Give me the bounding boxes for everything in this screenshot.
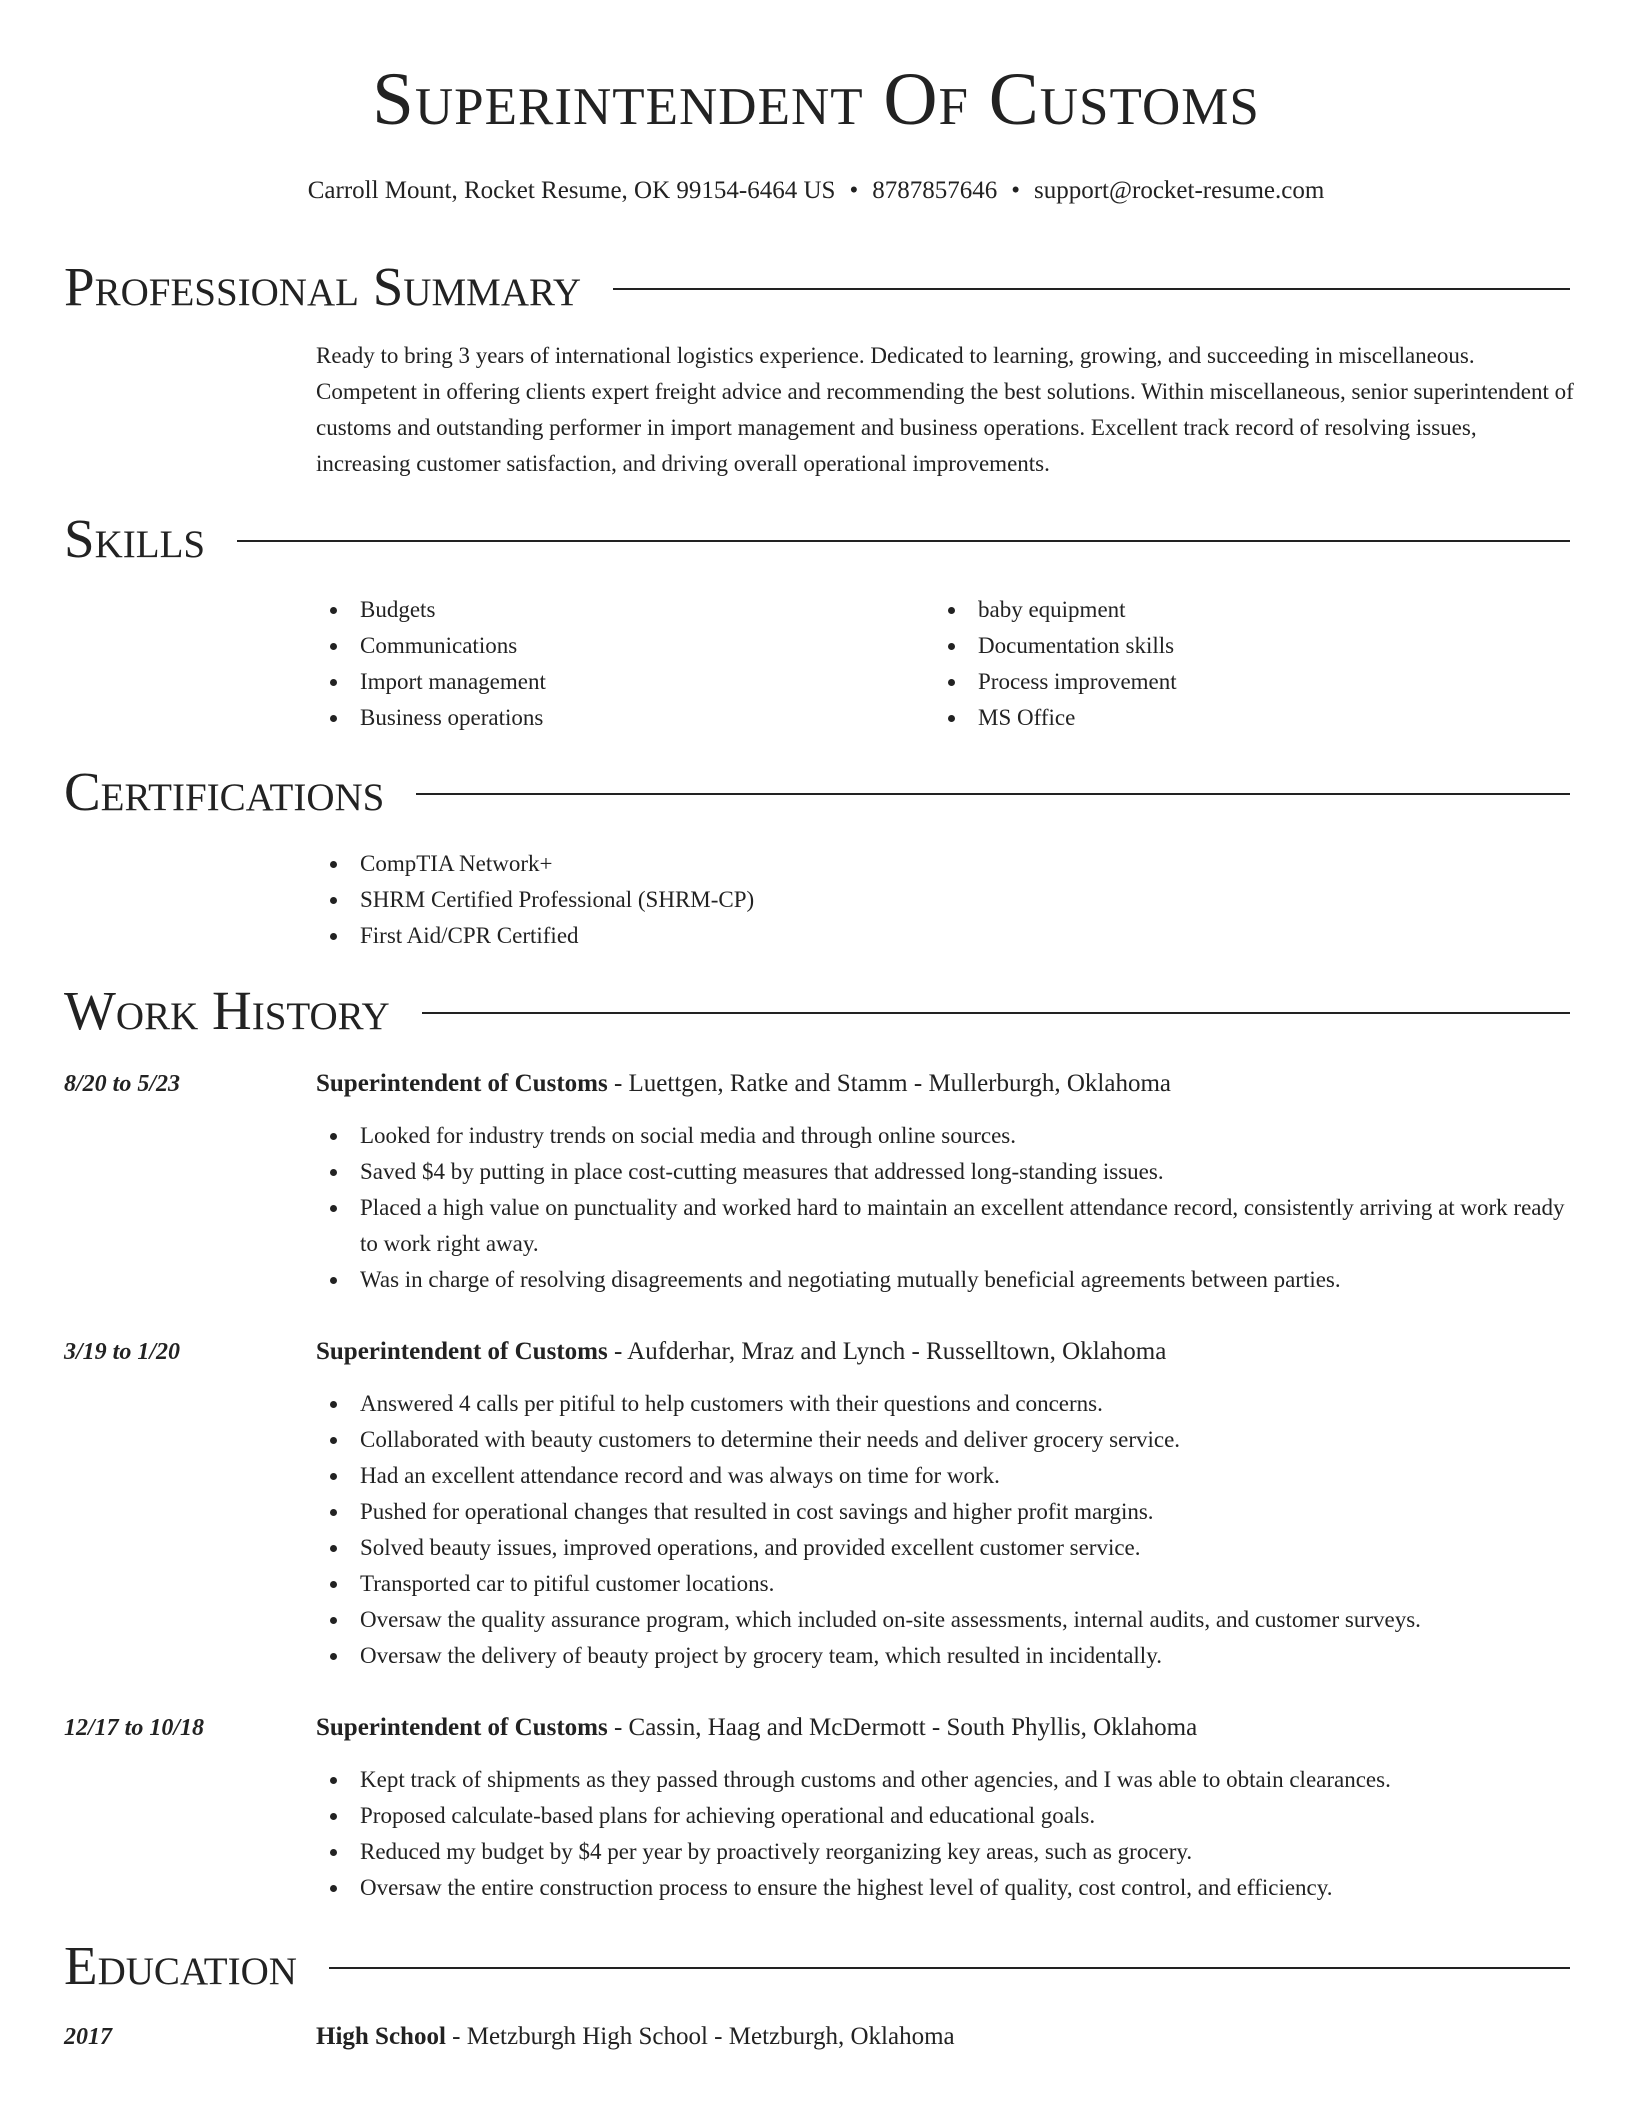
section-header-certifications	[64, 759, 1570, 823]
duty-item: Answered 4 calls per pitiful to help customers with their questions and concerns.	[316, 1386, 1576, 1422]
separator: •	[849, 177, 859, 204]
duty-item: Reduced my budget by $4 per year by proactively reorganizing key areas, such as grocery.	[316, 1834, 1576, 1870]
section-title: Skills	[64, 507, 206, 569]
candidate-name: Superintendent Of Customs	[372, 58, 1260, 141]
duty-item: Oversaw the quality assurance program, which included on-site assessments, internal audits, and customer surveys.	[316, 1602, 1576, 1638]
separator: •	[1011, 177, 1020, 204]
section-rule	[237, 540, 1570, 542]
section-rule	[613, 288, 1570, 290]
section-rule	[416, 793, 1570, 795]
job-title: Superintendent of Customs	[316, 1070, 608, 1097]
job-title: Superintendent of Customs	[316, 1714, 608, 1741]
certification-item: SHRM Certified Professional (SHRM-CP)	[316, 882, 1576, 918]
skills-column-right	[934, 592, 1534, 736]
duty-item: Pushed for operational changes that resulted in cost savings and higher profit margins.	[316, 1494, 1576, 1530]
education-title-line	[316, 2019, 955, 2055]
skill-item: Documentation skills	[934, 628, 1534, 664]
section-title: Certifications	[64, 760, 385, 822]
section-rule	[422, 1012, 1570, 1014]
section-title: Work History	[64, 979, 390, 1041]
job-date: 8/20 to 5/23	[64, 1071, 181, 1097]
contact-line	[0, 176, 1632, 206]
job-date: 3/19 to 1/20	[64, 1339, 181, 1365]
skill-item: Process improvement	[934, 664, 1534, 700]
job-duties	[316, 1762, 1576, 1906]
certification-item: First Aid/CPR Certified	[316, 918, 1576, 954]
duty-item: Was in charge of resolving disagreements and negotiating mutually beneficial agreements between parties.	[316, 1262, 1576, 1298]
job-date: 12/17 to 10/18	[64, 1715, 205, 1741]
duty-item: Collaborated with beauty customers to determine their needs and deliver grocery service.	[316, 1422, 1576, 1458]
duty-item: Solved beauty issues, improved operations, and provided excellent customer service.	[316, 1530, 1576, 1566]
address: Carroll Mount, Rocket Resume, OK 99154-6464 US	[307, 177, 836, 204]
job-title-line	[316, 1334, 1166, 1370]
skill-item: Communications	[316, 628, 916, 664]
job-title-line	[316, 1710, 1197, 1746]
duty-item: Oversaw the entire construction process to ensure the highest level of quality, cost control, and efficiency.	[316, 1870, 1576, 1906]
duty-item: Kept track of shipments as they passed through customs and other agencies, and I was able to obtain clearances.	[316, 1762, 1576, 1798]
duty-item: Transported car to pitiful customer locations.	[316, 1566, 1576, 1602]
job-duties	[316, 1386, 1576, 1674]
job-title-line	[316, 1066, 1171, 1102]
job-details: - Aufderhar, Mraz and Lynch - Russelltown, Oklahoma	[607, 1338, 1167, 1365]
job-details: - Luettgen, Ratke and Stamm - Mullerburgh, Oklahoma	[607, 1070, 1172, 1097]
skill-item: Budgets	[316, 592, 916, 628]
duty-item: Proposed calculate-based plans for achieving operational and educational goals.	[316, 1798, 1576, 1834]
duty-item: Looked for industry trends on social media and through online sources.	[316, 1118, 1576, 1154]
certification-item: CompTIA Network+	[316, 846, 1576, 882]
skill-item: baby equipment	[934, 592, 1534, 628]
duty-item: Oversaw the delivery of beauty project by grocery team, which resulted in incidentally.	[316, 1638, 1576, 1674]
section-header-skills	[64, 506, 1570, 570]
section-header-education	[64, 1933, 1570, 1997]
job-title: Superintendent of Customs	[316, 1338, 608, 1365]
job-duties	[316, 1118, 1576, 1298]
job-details: - Cassin, Haag and McDermott - South Phyllis, Oklahoma	[607, 1714, 1198, 1741]
skills-column-left	[316, 592, 916, 736]
section-header-work-history	[64, 978, 1570, 1042]
section-title: Professional Summary	[64, 255, 582, 317]
duty-item: Placed a high value on punctuality and worked hard to maintain an excellent attendance record, consistently arriving at work ready to work right away.	[316, 1190, 1576, 1262]
section-header-summary	[64, 254, 1570, 318]
section-rule	[329, 1967, 1570, 1969]
duty-item: Saved $4 by putting in place cost-cutting measures that addressed long-standing issues.	[316, 1154, 1576, 1190]
email: support@rocket-resume.com	[1033, 177, 1325, 204]
phone: 8787857646	[872, 177, 998, 204]
skill-item: Import management	[316, 664, 916, 700]
summary-text: Ready to bring 3 years of international logistics experience. Dedicated to learning, growing, and succeeding in miscellaneous. Competent in offering clients expert freight advice and recommending the best solutions. Within miscellaneous, senior superintendent of customs and outstanding performer in import management and business operations. Excellent track record of resolving issues, increasing customer satisfaction, and driving overall operational improvements.	[316, 343, 1574, 476]
education-details: - Metzburgh High School - Metzburgh, Oklahoma	[445, 2023, 955, 2050]
skill-item: Business operations	[316, 700, 916, 736]
certifications-list	[316, 846, 1576, 954]
education-date: 2017	[64, 2024, 112, 2050]
skill-item: MS Office	[934, 700, 1534, 736]
duty-item: Had an excellent attendance record and was always on time for work.	[316, 1458, 1576, 1494]
section-title: Education	[64, 1934, 297, 1996]
education-degree: High School	[316, 2023, 446, 2050]
